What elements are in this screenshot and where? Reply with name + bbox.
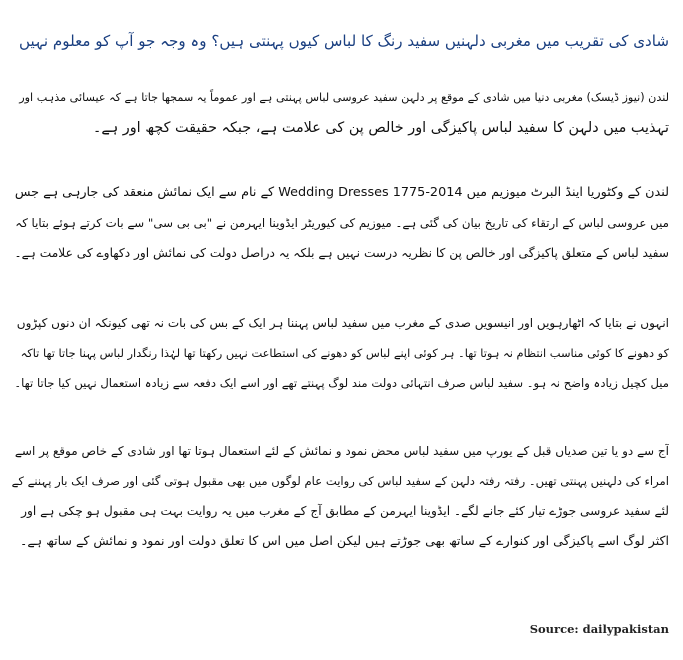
article-title: شادی کی تقریب میں مغربی دلہنیں سفید رنگ کا لباس کیوں پہنتی ہیں؟ وہ وجہ جو آپ کو معلوم نہیں [19,32,669,50]
paragraph-line: لندن (نیوز ڈیسک) مغربی دنیا میں شادی کے موقع پر دلہن سفید عروسی لباس پہنتی ہے اور عموماً یہ سمجھا جاتا ہے کہ عیسائی مذہب اور [19,91,669,104]
paragraph-line: کو دھونے کا کوئی مناسب انتظام نہ ہوتا تھا۔ ہر کوئی اپنے لباس کو دھونے کی استطاعت نہیں رکھتا تھا لہٰذا رنگدار لباس پہنا جاتا تھا تاکہ [20,346,669,360]
paragraph-tradition [12,436,669,556]
paragraph-line: امراء کی دلہنیں پہنتی تھیں۔ رفتہ رفتہ دلہن کے سفید لباس کی روایت عام لوگوں میں بھی مقبول ہوتی گئی اور صرف ایک بار پہننے کے [12,474,669,488]
paragraph-line: میں عروسی لباس کے ارتقاء کی تاریخ بیان کی گئی ہے۔ میوزیم کی کیوریٹر ایڈوینا ایہرمن نے "بی بی سی" سے بات کرتے ہوئے بتایا کہ [15,216,669,230]
paragraph-line: آج سے دو یا تین صدیاں قبل کے یورپ میں سفید لباس محض نمود و نمائش کے لئے استعمال ہوتا تھا اور شادی کے خاص موقع پر اسے [14,444,669,458]
paragraph-exhibition [12,178,669,268]
paragraph-history [12,308,669,398]
paragraph-line: سفید لباس کے متعلق پاکیزگی اور خالص پن کا نظریہ درست نہیں ہے بلکہ یہ دراصل دولت کی نمائش اور دکھاوے کی علامت ہے۔ [14,246,669,260]
source-credit: Source: dailypakistan [529,622,669,636]
paragraph-line: تہذیب میں دلہن کا سفید لباس پاکیزگی اور خالص پن کی علامت ہے، جبکہ حقیقت کچھ اور ہے۔ [92,120,669,136]
paragraph-line: انہوں نے بتایا کہ اٹھارہویں اور انیسویں صدی کے مغرب میں سفید لباس پہننا ہر ایک کے بس کی بات نہ تھی کیونکہ ان دنوں کپڑوں [16,316,669,330]
paragraph-line: لندن کے وکٹوریا اینڈ البرٹ میوزیم میں Wedding Dresses 1775-2014 کے نام سے ایک نمائش منعقد کی جارہی ہے جس [14,185,669,200]
article [12,0,669,660]
paragraph-line: لئے سفید عروسی جوڑے تیار کئے جانے لگے۔ ایڈوینا ایہرمن کے مطابق آج کے مغرب میں یہ روایت بہت ہی مقبول ہو چکی ہے اور [21,504,669,518]
paragraph-intro [12,83,669,143]
paragraph-line: اکثر لوگ اسے پاکیزگی اور کنوارے کے ساتھ بھی جوڑتے ہیں لیکن اصل میں اس کا تعلق دولت اور نمود و نمائش کے ساتھ ہے۔ [19,533,669,548]
paragraph-line: میل کچیل زیادہ واضح نہ ہو۔ سفید لباس صرف انتہائی دولت مند لوگ پہنتے تھے اور اسے ایک دفعہ سے زیادہ استعمال نہیں کیا جاتا تھا۔ [14,376,669,390]
